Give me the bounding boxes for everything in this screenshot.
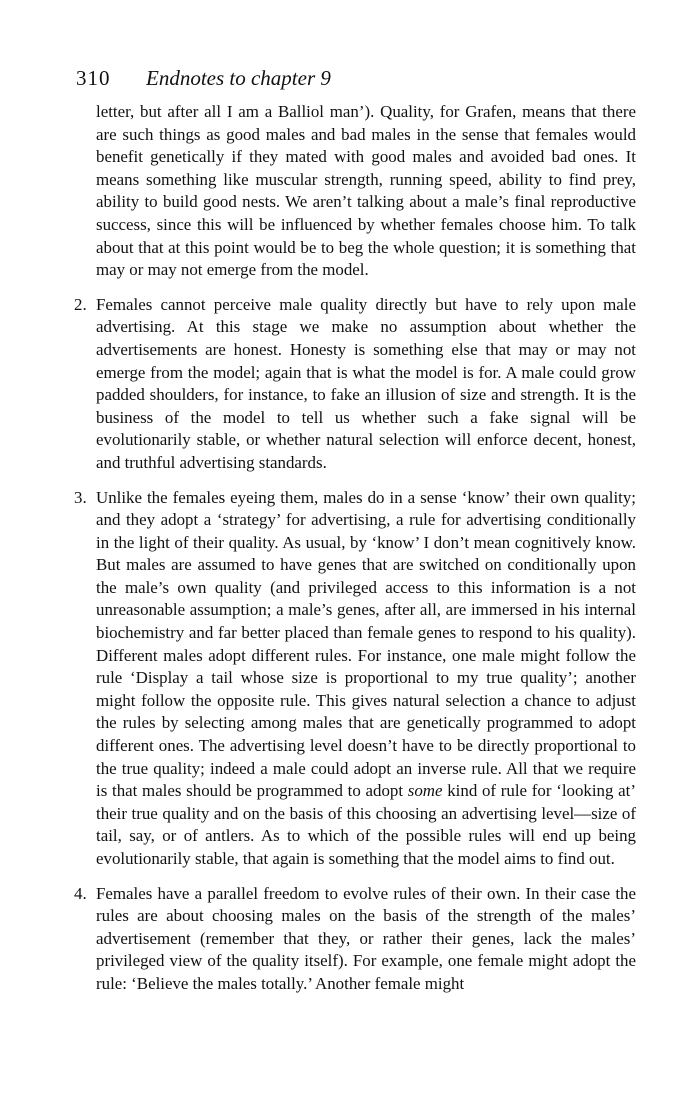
- item-number: 4.: [74, 883, 87, 903]
- item-number: 3.: [74, 487, 87, 507]
- item-text-emphasis: some: [407, 781, 443, 801]
- item-text: Females have a parallel freedom to evolve rules of their own. In their case the rules are about choosing males on the basis of the strength of the males’ advertisement (remember that they, or rather their genes, lack the males’ privileged view of the quality itself). For example, one female might adopt the rule: ‘Believe the males totally.’ Another female might: [96, 883, 636, 993]
- item-text: [96, 487, 636, 871]
- page-number: 310: [76, 66, 111, 90]
- item-text: Females cannot perceive male quality directly but have to rely upon male advertising. At this stage we make no assumption about whether the advertisements are honest. Honesty is something else that may or may not emerge from the model; again that is what the model is for. A male could grow padded shoulders, for instance, to fake an illusion of size and strength. It is the business of the model to tell us whether such a fake signal will be evolutionarily stable, or whether natural selection will enforce decent, honest, and truthful advertising standards.: [96, 294, 636, 472]
- item-number: 2.: [74, 294, 87, 314]
- endnotes-body: [74, 101, 636, 996]
- endnote-item-4: [74, 883, 636, 996]
- continuation-paragraph: letter, but after all I am a Balliol man’). Quality, for Grafen, means that there are such things as good males and bad males in the sense that females would benefit genetically if they mated with good males and avoided bad ones. It means something like muscular strength, running speed, ability to find prey, ability to build good nests. We aren’t talking about a male’s final reproductive success, since this will be influenced by whether females choose him. To talk about that at this point would be to beg the whole question; it is something that may or may not emerge from the model.: [96, 102, 636, 280]
- running-head: [76, 64, 636, 92]
- endnote-item-2: [74, 294, 636, 475]
- endnote-item-3: [74, 487, 636, 871]
- item-text-part-1: Unlike the females eyeing them, males do in a sense ‘know’ their own quality; and they adopt a ‘strategy’ for advertising, a rule for advertising conditionally in the light of their quality. As usual, by ‘know’ I don’t mean cognitively know. But males are assumed to have genes that are switched on conditionally upon the male’s own quality (and privileged access to this information is a not unreasonable assumption; a male’s genes, after all, are immersed in his internal biochemistry and far better placed than female genes to respond to his quality). Different males adopt different rules. For instance, one male might follow the rule ‘Display a tail whose size is proportional to my true quality’; another might follow the opposite rule. This gives natural selection a chance to adjust the rules by selecting among males that are genetically programmed to adopt different ones. The advertising level doesn’t have to be directly proportional to the true quality; indeed a male could adopt an inverse rule. All that we require is that males should be programmed to adopt: [96, 487, 636, 801]
- running-head-title: Endnotes to chapter 9: [146, 66, 331, 90]
- item-text-part-2: kind of rule for ‘looking at’ their true quality and on the basis of this choosing an advertising level—size of tail, say, or of antlers. As to which of the possible rules will end up being evolutionarily stable, that again is something that the model aims to find out.: [96, 781, 636, 868]
